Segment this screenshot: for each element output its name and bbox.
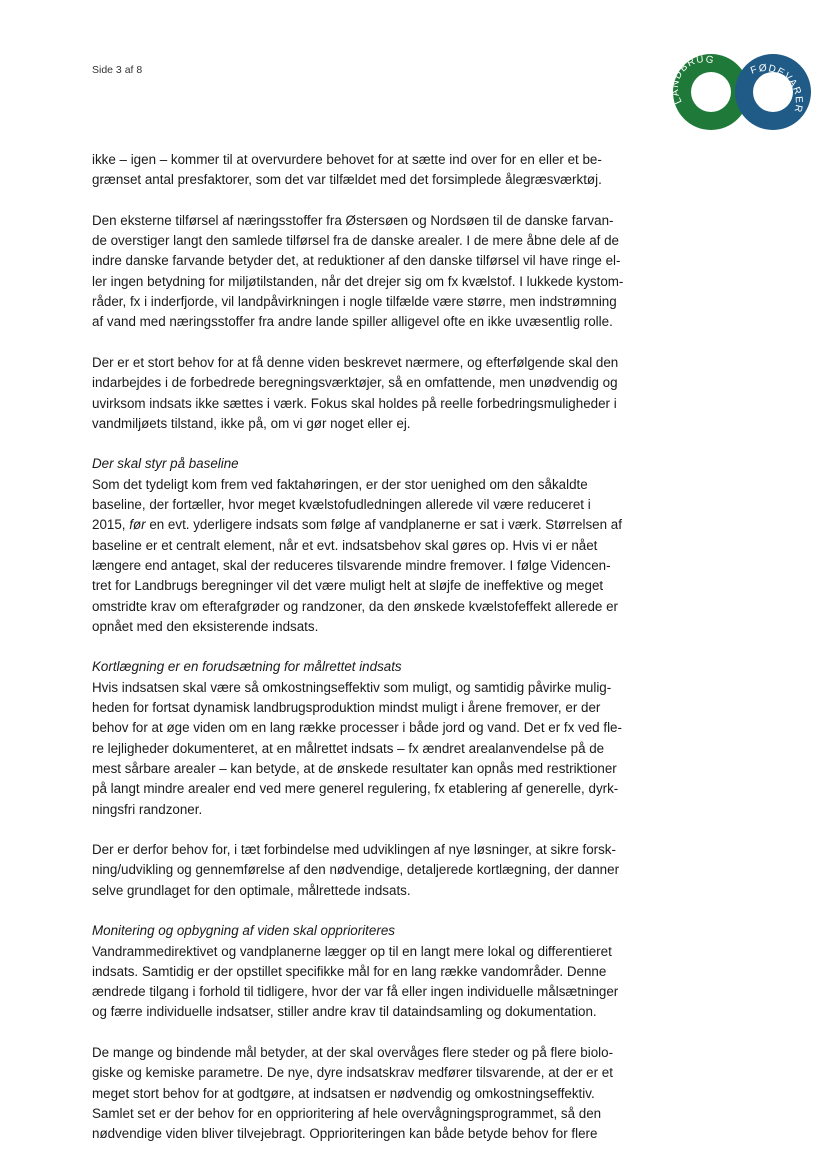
paragraph: Den eksterne tilførsel af næringsstoffer fra Østersøen og Nordsøen til de danske farvan- de overstiger langt den samlede tilførsel fra de danske arealer. I de mere åbne dele af de indre danske farvande betyder det, at reduktioner af den danske tilførsel vil have ringe el- ler ingen betydning for miljøtilstanden, når det drejer sig om fx kvælstof. I lukkede kystom- råder, fx i inderfjorde, vil landpåvirkningen i nogle tilfælde være større, men indstrømning af vand med næringsstoffer fra andre lande spiller alligevel ofte en ikke uvæsentlig rolle. bbox=[92, 212, 624, 330]
paragraph: Hvis indsatsen skal være så omkostningseffektiv som muligt, og samtidig påvirke mulig- heden for fortsat dynamisk landbrugsproduktion mindst muligt i årene fremover, er der behov for at øge viden om en lang række processer i både jord og vand. Det er fx ved fle- re lejligheder dokumenteret, at en målrettet indsats – fx ændret arealanvendelse på de mest sårbare arealer – kan betyde, at de ønskede resultater kan opnås med restriktioner på langt mindre arealer end ved mere generel regulering, fx etablering af generelle, dyrk- ningsfri randzoner. bbox=[92, 679, 622, 817]
paragraph: Der er derfor behov for, i tæt forbindelse med udviklingen af nye løsninger, at sikre forsk- ning/udvikling og gennemførelse af den nødvendige, detaljerede kortlægning, der danner selve grundlaget for den optimale, målrettede indsats. bbox=[92, 842, 620, 898]
paragraph: Som det tydeligt kom frem ved faktahøringen, er der stor uenighed om den såkaldte baseline, der fortæller, hvor meget kvælstofudledningen allerede vil være reduceret i 2015, før en evt. yderligere indsats som følge af vandplanerne er sat i værk. Størrelsen af baseline er et centralt element, når et evt. indsatsbehov skal gøres op. Hvis vi er nået længere end antaget, skal der reduceres tilsvarende mindre fremover. I følge Videncen- tret for Landbrugs beregninger vil det være muligt helt at sløjfe de ineffektive og meget omstridte krav om efterafgrøder og randzoner, da den ønskede kvælstofeffekt allerede er opnået med den eksisterende indsats. bbox=[92, 476, 622, 634]
paragraph: ikke – igen – kommer til at overvurdere behovet for at sætte ind over for en eller et be- grænset antal presfaktorer, som det var tilfældet med det forsimplede ålegræsværktøj. bbox=[92, 152, 602, 188]
landbrug-fodevarer-logo bbox=[668, 52, 818, 132]
logo-right-text: FØDEVARER bbox=[749, 62, 805, 115]
paragraph: De mange og bindende mål betyder, at der skal overvåges flere steder og på flere biolo- giske og kemiske parametre. De nye, dyre indsatskrav medfører tilsvarende, at der er et meget stort behov for at godtgøre, at indsatsen er nødvendig og omkostningseffektiv. Samlet set er der behov for en opprioritering af hele overvågningsprogrammet, så den nødvendige viden bliver tilvejebragt. Opprioriteringen kan både betyde behov for flere bbox=[92, 1045, 614, 1142]
section-heading: Monitering og opbygning af viden skal opprioriteres bbox=[92, 923, 395, 939]
paragraph: Der er et stort behov for at få denne viden beskrevet nærmere, og efterfølgende skal den indarbejdes i de forbedrede beregningsværktøjer, så en omfattende, men unødvendig og uvirksom indsats ikke sættes i værk. Fokus skal holdes på reelle forbedringsmuligheder i vandmiljøets tilstand, ikke på, om vi gør noget eller ej. bbox=[92, 354, 619, 431]
page-number: Side 3 af 8 bbox=[92, 64, 143, 76]
document-body bbox=[92, 150, 652, 1145]
paragraph: Vandrammedirektivet og vandplanerne lægger op til en langt mere lokal og differentieret indsats. Samtidig er der opstillet specifikke mål for en lang række vandområder. Denne ændrede tilgang i forhold til tidligere, hvor der var få eller ingen individuelle målsætninger og færre individuelle indsatser, stiller andre krav til dataindsamling og dokumentation. bbox=[92, 943, 619, 1020]
logo-left-text: LANDBRUG bbox=[669, 53, 716, 106]
section-heading: Der skal styr på baseline bbox=[92, 456, 239, 472]
section-heading: Kortlægning er en forudsætning for målrettet indsats bbox=[92, 659, 402, 675]
